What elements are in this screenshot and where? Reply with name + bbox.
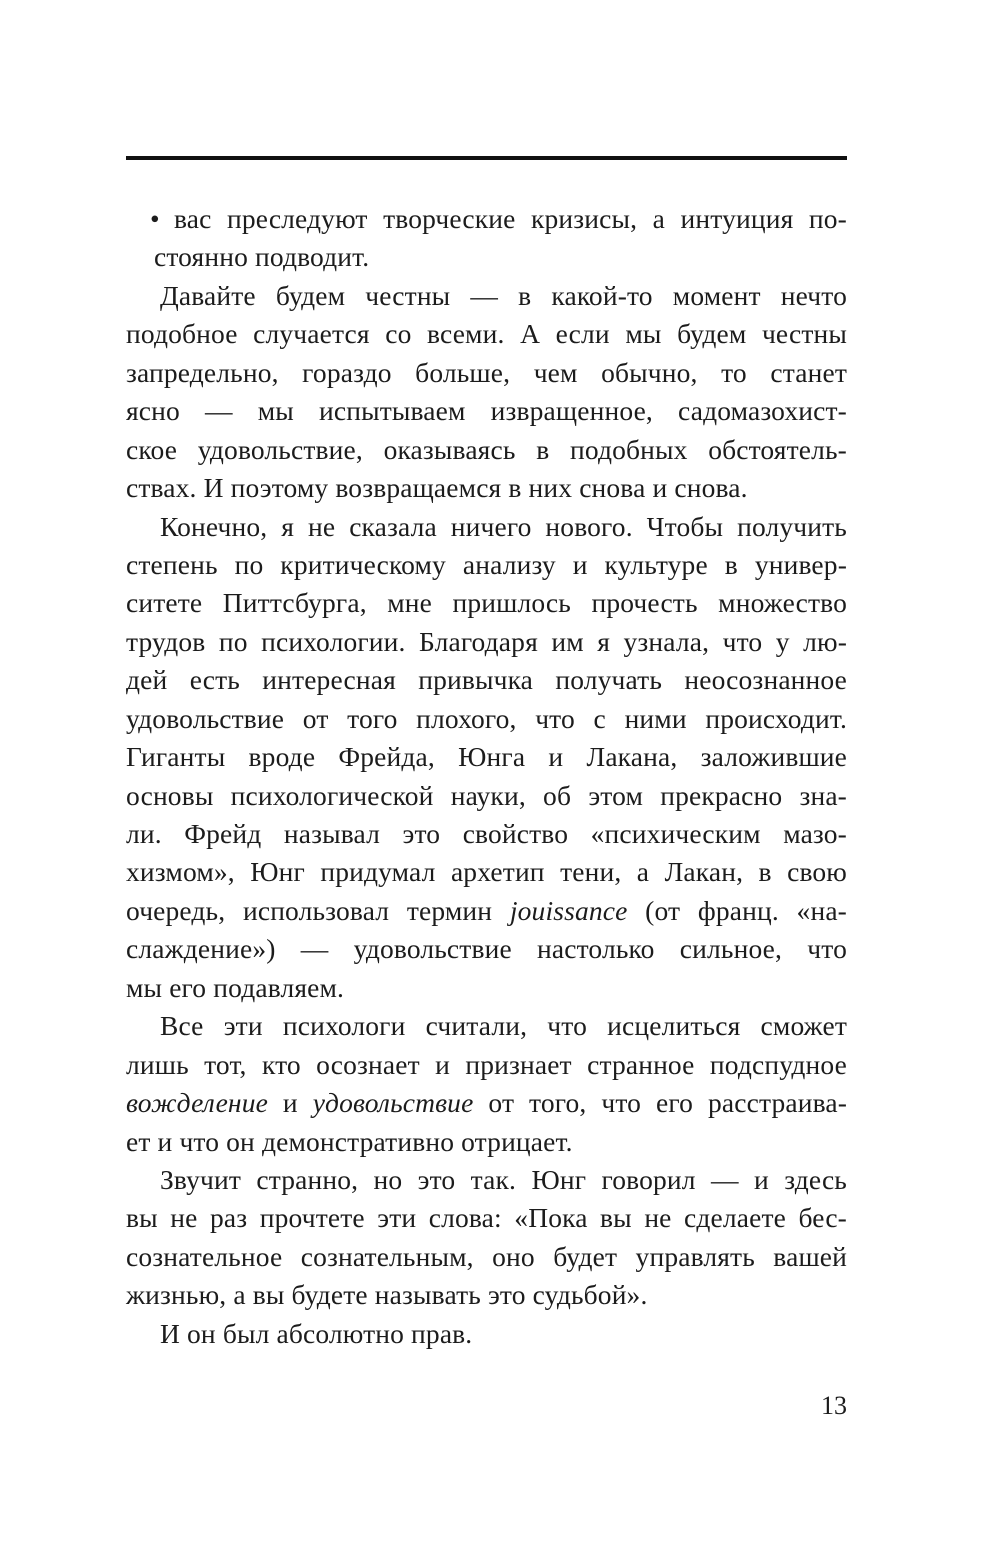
paragraph-line: И он был абсолютно прав. bbox=[160, 1317, 473, 1349]
paragraph-line: слаждение») — удовольствие настолько сильное, что bbox=[126, 933, 847, 965]
text-run: от того, что его расстраива- bbox=[473, 1087, 848, 1119]
paragraph-line: лишь тот, кто осознает и признает странное подспудное bbox=[126, 1048, 847, 1080]
paragraph-line: Звучит странно, но это так. Юнг говорил — и здесь bbox=[160, 1163, 847, 1195]
text-run: очередь, использовал термин bbox=[126, 894, 510, 926]
paragraph-line: степень по критическому анализу и культуре в универ- bbox=[126, 548, 847, 580]
paragraph-line: удовольствие от того плохого, что с ними происходит. bbox=[126, 702, 847, 734]
paragraph-line: ет и что он демонстративно отрицает. bbox=[126, 1125, 573, 1157]
text-run: и bbox=[267, 1087, 313, 1119]
paragraph-line: запредельно, гораздо больше, чем обычно, то станет bbox=[126, 356, 847, 388]
paragraph-line: ствах. И поэтому возвращаемся в них снова и снова. bbox=[126, 472, 748, 504]
italic-term: удовольствие bbox=[312, 1087, 474, 1119]
italic-term: jouissance bbox=[509, 894, 628, 926]
paragraph-line: жизнью, а вы будете называть это судьбой». bbox=[126, 1279, 648, 1311]
bullet-item-line bbox=[126, 200, 847, 238]
paragraph-line: сознательное сознательным, оно будет управлять вашей bbox=[126, 1240, 847, 1272]
page-body bbox=[126, 200, 847, 1353]
paragraph-line: дей есть интересная привычка получать неосознанное bbox=[126, 664, 847, 696]
paragraph-line: трудов по психологии. Благодаря им я узнала, что у лю- bbox=[126, 625, 847, 657]
paragraph-line: мы его подавляем. bbox=[126, 971, 345, 1003]
paragraph-line bbox=[126, 1084, 847, 1122]
paragraph-line: Все эти психологи считали, что исцелиться сможет bbox=[160, 1010, 847, 1042]
paragraph-line: Давайте будем честны — в какой-то момент нечто bbox=[160, 279, 847, 311]
paragraph-line: основы психологической науки, об этом прекрасно зна- bbox=[126, 779, 847, 811]
paragraph-line: ли. Фрейд называл это свойство «психическим мазо- bbox=[126, 818, 847, 849]
page-number: 13 bbox=[821, 1391, 847, 1420]
bullet-marker: • bbox=[150, 203, 160, 234]
paragraph-line: хизмом», Юнг придумал архетип тени, а Лакан, в свою bbox=[126, 856, 847, 888]
bullet-item-line bbox=[126, 238, 847, 276]
italic-term: вожделение bbox=[126, 1087, 268, 1119]
bullet-text: стоянно подводит. bbox=[154, 241, 370, 273]
paragraph-line: подобное случается со всеми. А если мы будем честны bbox=[126, 318, 847, 350]
paragraph-line: ское удовольствие, оказываясь в подобных обстоятель- bbox=[126, 433, 847, 465]
text-run: (от франц. «на- bbox=[627, 894, 847, 926]
paragraph-line: ситете Питтсбурга, мне пришлось прочесть множество bbox=[126, 587, 847, 619]
paragraph-line: вы не раз прочтете эти слова: «Пока вы не сделаете бес- bbox=[126, 1202, 847, 1234]
bullet-text: вас преследуют творческие кризисы, а интуиция по- bbox=[174, 203, 847, 234]
paragraph-line: ясно — мы испытываем извращенное, садомазохист- bbox=[126, 395, 847, 427]
paragraph-line: Гиганты вроде Фрейда, Юнга и Лакана, заложившие bbox=[126, 741, 847, 773]
paragraph-line bbox=[126, 892, 847, 930]
paragraph-line: Конечно, я не сказала ничего нового. Чтобы получить bbox=[160, 510, 847, 542]
header-rule bbox=[126, 156, 847, 160]
